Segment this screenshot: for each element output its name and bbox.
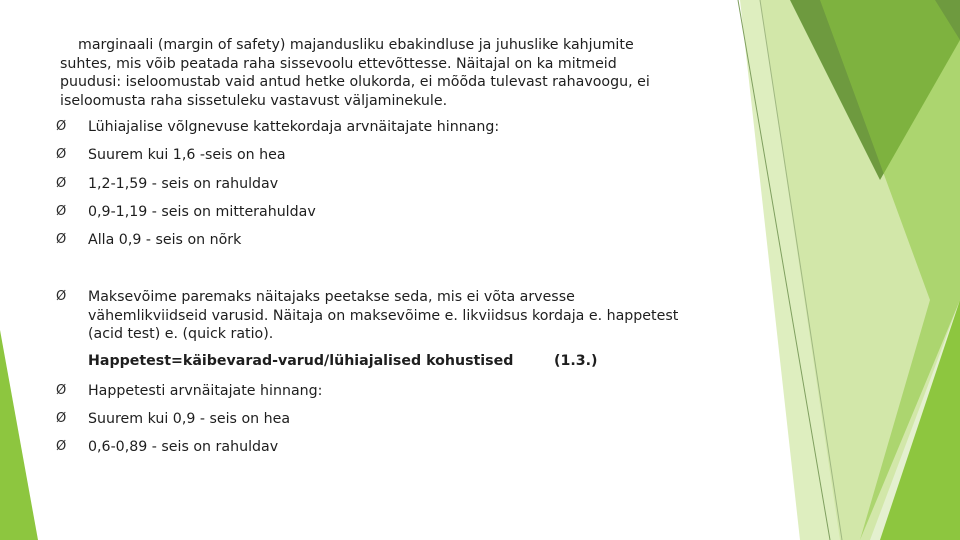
bullet-text (88, 382, 738, 401)
arrow-bullet-icon: Ø (56, 204, 67, 219)
bullet-text (88, 146, 738, 165)
bullet-text (88, 118, 738, 137)
bullet-text (88, 288, 738, 344)
arrow-bullet-icon: Ø (56, 119, 67, 134)
intro-line: puudusi: iseloomustab vaid antud hetke olukorda, ei mõõda tulevast rahavoogu, ei (60, 74, 650, 90)
bullet-line: 0,6-0,89 - seis on rahuldav (88, 439, 279, 455)
bullet-line: Happetesti arvnäitajate hinnang: (88, 383, 323, 399)
bullet-text (88, 203, 738, 222)
bullet-line: Lühiajalise võlgnevuse kattekordaja arvnäitajate hinnang: (88, 119, 500, 135)
arrow-bullet-icon: Ø (56, 232, 67, 247)
bullet-text (88, 175, 738, 194)
bullet-line: 1,2-1,59 - seis on rahuldav (88, 176, 279, 192)
bullet-line: Maksevõime paremaks näitajaks peetakse seda, mis ei võta arvesse (88, 289, 575, 305)
intro-line: marginaali (margin of safety) majandusliku ebakindluse ja juhuslike kahjumite (78, 37, 634, 53)
intro-line: suhtes, mis võib peatada raha sissevoolu ettevõttesse. Näitajal on ka mitmeid (60, 55, 617, 72)
bullet-line: 0,9-1,19 - seis on mitterahuldav (88, 204, 316, 220)
arrow-bullet-icon: Ø (56, 176, 67, 191)
intro-paragraph (60, 36, 750, 110)
formula-number: (1.3.) (554, 353, 598, 369)
bullet-line: Suurem kui 0,9 - seis on hea (88, 411, 291, 427)
bullet-line: Suurem kui 1,6 -seis on hea (88, 147, 286, 163)
arrow-bullet-icon: Ø (56, 411, 67, 426)
formula-text: Happetest=käibevarad-varud/lühiajalised kohustised (88, 353, 514, 369)
formula-line (88, 352, 708, 371)
arrow-bullet-icon: Ø (56, 439, 67, 454)
arrow-bullet-icon: Ø (56, 147, 67, 162)
bullet-text (88, 410, 738, 429)
arrow-bullet-icon: Ø (56, 383, 67, 398)
bullet-line: (acid test) e. (quick ratio). (88, 326, 274, 342)
bullet-text (88, 231, 738, 250)
intro-line: iseloomusta raha sissetuleku vastavust väljaminekule. (60, 92, 448, 109)
bullet-line: vähemlikviidseid varusid. Näitaja on maksevõime e. likviidsus kordaja e. happetest (88, 307, 679, 324)
bullet-text (88, 438, 738, 457)
arrow-bullet-icon: Ø (56, 289, 67, 304)
bullet-line: Alla 0,9 - seis on nõrk (88, 232, 242, 248)
